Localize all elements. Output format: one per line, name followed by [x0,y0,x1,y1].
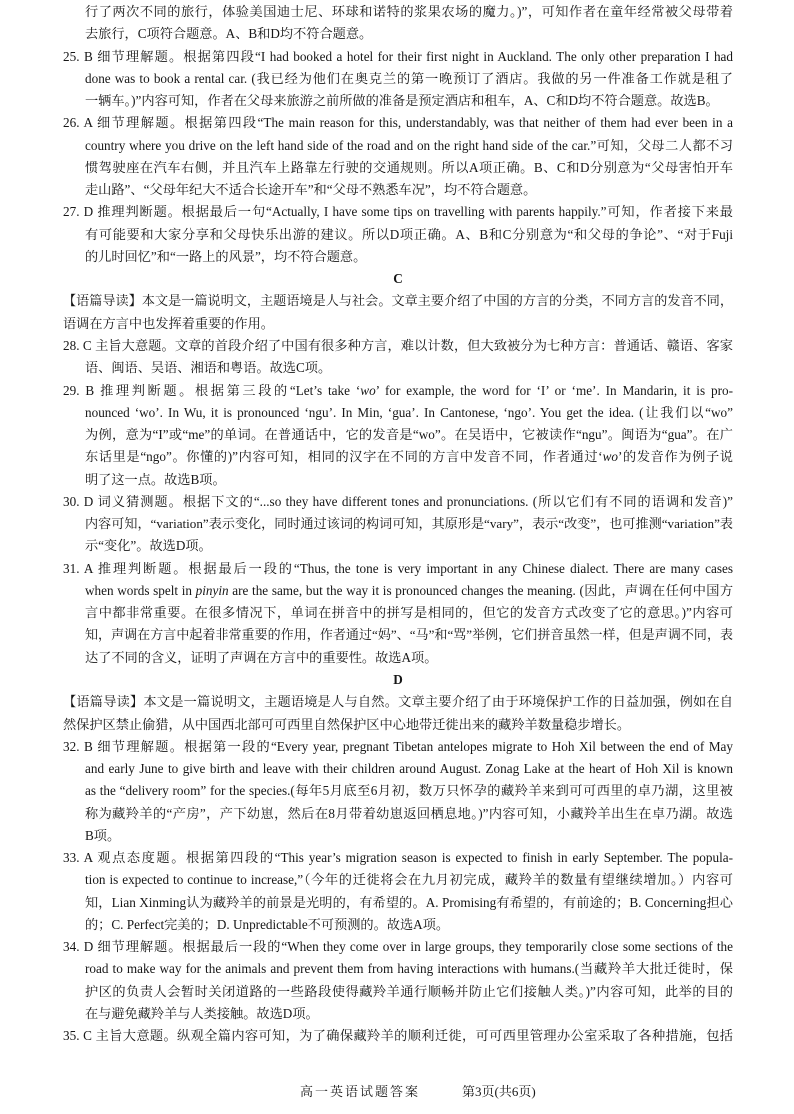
text-line: 护区的负责人会暂时关闭道路的一些路段使得藏羚羊通行顺畅并防止它们接触人类。)”内容可知，此举的目的 [85,983,733,999]
text-line: 35. C 主旨大意题。纵观全篇内容可知，为了确保藏羚羊的顺利迁徙，可可西里管理办公室采取了各种措施，包括 [63,1028,733,1044]
text-segment: ’的发音作为例子说 [617,449,733,465]
text-line: and early June to give birth and leave with their children around August. Zonag Lake at the heart of Hoh Xil is known [85,761,733,777]
answer-34 [63,936,733,1025]
text-line: done was to book a rental car. (我已经为他们在奥克兰的第一晚预订了酒店。我做的另一件准备工作就是租了 [85,70,733,86]
text-line [85,446,733,468]
footer-title: 高一英语试题答案 [300,1084,421,1099]
answer-text [63,1,733,1047]
text-segment: 29. B 推理判断题。根据第三段的“Let’s take ‘ [63,382,361,398]
text-line: 32. B 细节理解题。根据第一段的“Every year, pregnant Tibetan antelopes migrate to Hoh Xil between the end of May [63,738,733,754]
answer-24-continued [63,1,733,46]
answer-31 [63,558,733,669]
italic-term: pinyin [195,582,229,598]
text-line: 言中都非常重要。在很多情况下，单词在拼音中的拼写是相同的，但它的发音方式改变了它的意思。)”内容可 [85,605,733,621]
answer-33 [63,847,733,936]
footer-page-number: 第3页(共6页) [462,1084,536,1099]
text-line: 惯驾驶座在汽车右侧，并且汽车上路靠左行驶的交通规则。所以A项正确。B、C和D分别意为“父母害怕开车 [85,159,733,175]
text-line: 的；C. Perfect完美的；D. Unpredictable不可预测的。故选A项。 [85,916,450,932]
text-line: 30. D 词义猜测题。根据下文的“...so they have different tones and pronunciations. (所以它们有不同的语调和发音)” [63,493,733,509]
text-line: 34. D 细节理解题。根据最后一段的“When they come over in large groups, they temporarily close some sections of the [63,939,733,955]
text-segment: 东话里是“ngo”。你懂的)”内容可知，相同的汉字在不同的方言中发音不同，作者通过‘ [85,449,603,465]
text-line: 【语篇导读】本文是一篇说明文，主题语境是人与社会。文章主要介绍了中国的方言的分类，不同方言的发音不同， [63,293,733,309]
text-line: 然保护区禁止偷猎，从中国西北部可可西里自然保护区中心地带迁徙出来的藏羚羊数量稳步增长。 [63,716,631,732]
text-segment: when words spelt in [85,582,196,598]
text-line: 31. A 推理判断题。根据最后一段的“Thus, the tone is very important in any Chinese dialect. There are many cases [63,560,733,576]
reading-guide-d [63,691,733,736]
text-line: 为例，意为“I”或“me”的单词。在普通话中，它的发音是“wo”。在吴语中，它被读作“ngu”。闽语为“gua”。在广 [85,427,733,443]
text-line [63,380,733,402]
text-line: nounced ‘wo’. In Wu, it is pronounced ‘ngu’. In Min, ‘gua’. In Cantonese, ‘ngo’. You get the idea. (让我们以“wo” [85,404,733,420]
text-line: 明了这一点。故选B项。 [85,471,226,487]
italic-term: wo [360,382,376,398]
answer-25 [63,46,733,113]
text-line: 去旅行，C项符合题意。A、B和D均不符合题意。 [85,26,373,42]
text-line: 示“变化”。故选D项。 [85,538,212,554]
text-line: 行了两次不同的旅行，体验美国迪士尼、环球和诺特的浆果农场的魔力。)”，可知作者在童年经常被父母带着 [85,4,733,19]
answer-27 [63,201,733,268]
text-line: 一辆车。)”内容可知，作者在父母来旅游之前所做的准备是预定酒店和租车，A、C和D均不符合题意。故选B。 [85,93,719,109]
text-line: country where you drive on the left hand side of the road and on the right hand side of the car.”可知，父母二人都不习 [85,137,733,153]
text-line: B项。 [85,827,121,843]
text-line [85,580,733,602]
italic-term: wo [602,449,618,465]
text-line: 语调在方言中也发挥着重要的作用。 [63,315,274,331]
answer-35 [63,1025,733,1047]
answer-32 [63,736,733,847]
text-line: 有可能要和大家分享和父母快乐出游的建议。所以D项正确。A、B和C分别意为“和父母的争论”、“对于Fuji [85,226,733,242]
answer-30 [63,491,733,558]
text-line: 知，声调在方言中起着非常重要的作用，作者通过“妈”、“马”和“骂”举例，它们拼音虽然一样，但是声调不同，表 [85,627,733,643]
text-line: 28. C 主旨大意题。文章的首段介绍了中国有很多种方言，难以计数，但大致被分为七种方言：普通话、赣语、客家 [63,337,733,353]
text-line: 在与避免藏羚羊与人类接触。故选D项。 [85,1005,319,1021]
text-line: 25. B 细节理解题。根据第四段“I had booked a hotel for their first night in Auckland. The only other preparation I had [63,48,733,64]
text-segment: are the same, but the way it is pronounced changes the meaning. (因此，声调在任何中国方 [228,582,734,598]
text-line: road to make way for the animals and prevent them from having interactions with humans.(当藏羚羊大批迁徙时，保 [85,961,733,977]
text-line: 【语篇导读】本文是一篇说明文，主题语境是人与自然。文章主要介绍了由于环境保护工作的日益加强，例如在自 [63,694,733,710]
text-line: as the “delivery room” for the species.(每年5月底至6月初，数万只怀孕的藏羚羊来到可可西里的卓乃湖，这里被 [85,783,733,799]
text-line: tion is expected to continue to increase,”（今年的迁徙将会在九月初完成，藏羚羊的数量有望继续增加。）内容可 [85,872,733,888]
answer-26 [63,112,733,201]
text-line: 知，Lian Xinming认为藏羚羊的前景是光明的，有希望的。A. Promising有希望的，有前途的；B. Concerning担心 [85,894,733,910]
text-line: 26. A 细节理解题。根据第四段“The main reason for this, understandably, was that neither of them had ever been in a [63,115,733,131]
page-footer [0,1082,794,1102]
text-line: 达了不同的含义，证明了声调在方言中的重要性。故选A项。 [85,649,438,665]
text-line: 内容可知，“variation”表示变化，同时通过该词的构词可知，其原形是“vary”，表示“改变”，也可推测“variation”表 [85,516,733,532]
answer-29 [63,380,733,491]
text-line: 33. A 观点态度题。根据第四段的“This year’s migration season is expected to finish in early September. The popula- [63,850,733,866]
text-line: 的儿时回忆”和“一路上的风景”，均不符合题意。 [85,248,367,264]
section-heading-c: C [393,271,403,287]
section-heading-d: D [393,671,403,687]
text-line: 27. D 推理判断题。根据最后一句“Actually, I have some tips on travelling with parents happily.”可知，作者接下来最 [63,204,733,220]
text-line: 称为藏羚羊的“产房”，产下幼崽，然后在8月带着幼崽返回栖息地。)”内容可知，小藏羚羊出生在卓乃湖。故选 [85,805,733,821]
text-segment: ’ for example, the word for ‘I’ or ‘me’. In Mandarin, it is pro- [375,382,733,398]
text-line: 走山路”、“父母年纪大不适合长途开车”和“父母不熟悉车况”，均不符合题意。 [85,182,537,198]
answer-28 [63,335,733,380]
reading-guide-c [63,290,733,335]
text-line: 语、闽语、吴语、湘语和粤语。故选C项。 [85,360,332,376]
